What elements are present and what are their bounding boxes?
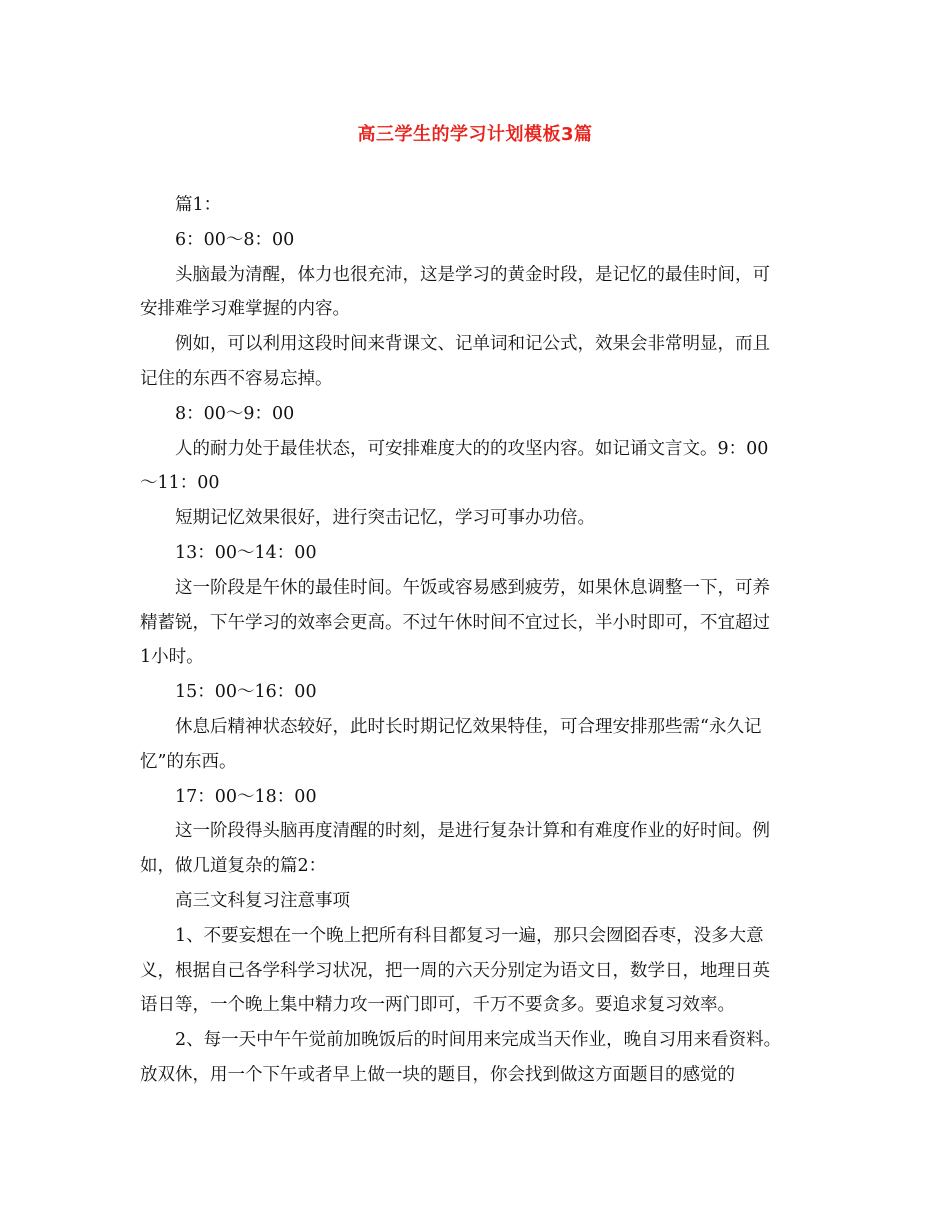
text-line: 人的耐力处于最佳状态，可安排难度大的的攻坚内容。如记诵文言文。9：00 bbox=[175, 438, 769, 459]
text-line: 高三文科复习注意事项 bbox=[175, 890, 350, 911]
text-line: 6：00～8：00 bbox=[175, 229, 295, 250]
text-line: 这一阶段得头脑再度清醒的时刻，是进行复杂计算和有难度作业的好时间。例 bbox=[175, 821, 770, 842]
text-line: 忆”的东西。 bbox=[140, 751, 237, 772]
text-line: 17：00～18：00 bbox=[175, 786, 317, 807]
text-line: 例如，可以利用这段时间来背课文、记单词和记公式，效果会非常明显，而且 bbox=[175, 334, 770, 355]
document-title: 高三学生的学习计划模板3篇 bbox=[357, 124, 593, 145]
text-line: 记住的东西不容易忘掉。 bbox=[140, 368, 333, 389]
text-line: 1、不要妄想在一个晚上把所有科目都复习一遍，那只会囫囵吞枣，没多大意 bbox=[175, 925, 764, 946]
text-line: 精蓄锐，下午学习的效率会更高。不过午休时间不宜过长，半小时即可，不宜超过 bbox=[140, 612, 770, 633]
text-line: 篇1： bbox=[175, 195, 222, 215]
text-line: 如，做几道复杂的篇2： bbox=[140, 856, 327, 877]
document-body bbox=[140, 188, 812, 1093]
text-line: 8：00～9：00 bbox=[175, 403, 295, 424]
text-line: 短期记忆效果很好，进行突击记忆，学习可事办功倍。 bbox=[175, 508, 595, 529]
text-line: 休息后精神状态较好，此时长时期记忆效果特佳，可合理安排那些需“永久记 bbox=[175, 716, 762, 737]
text-line: 13：00～14：00 bbox=[175, 542, 317, 563]
text-line: 2、每一天中午午觉前加晚饭后的时间用来完成当天作业，晚自习用来看资料。 bbox=[175, 1030, 782, 1051]
text-line: 义，根据自己各学科学习状况，把一周的六天分别定为语文日，数学日，地理日英 bbox=[140, 960, 770, 981]
text-line: 语日等，一个晚上集中精力攻一两门即可，千万不要贪多。要追求复习效率。 bbox=[140, 995, 735, 1016]
text-line: 1小时。 bbox=[140, 647, 204, 668]
text-line: 15：00～16：00 bbox=[175, 682, 317, 703]
text-line: ～11：00 bbox=[140, 473, 220, 494]
text-line: 这一阶段是午休的最佳时间。午饭或容易感到疲劳，如果休息调整一下，可养 bbox=[175, 577, 770, 598]
text-line: 安排难学习难掌握的内容。 bbox=[140, 299, 350, 320]
text-line: 头脑最为清醒，体力也很充沛，这是学习的黄金时段，是记忆的最佳时间，可 bbox=[175, 264, 770, 285]
text-line: 放双休，用一个下午或者早上做一块的题目，你会找到做这方面题目的感觉的 bbox=[140, 1064, 735, 1085]
